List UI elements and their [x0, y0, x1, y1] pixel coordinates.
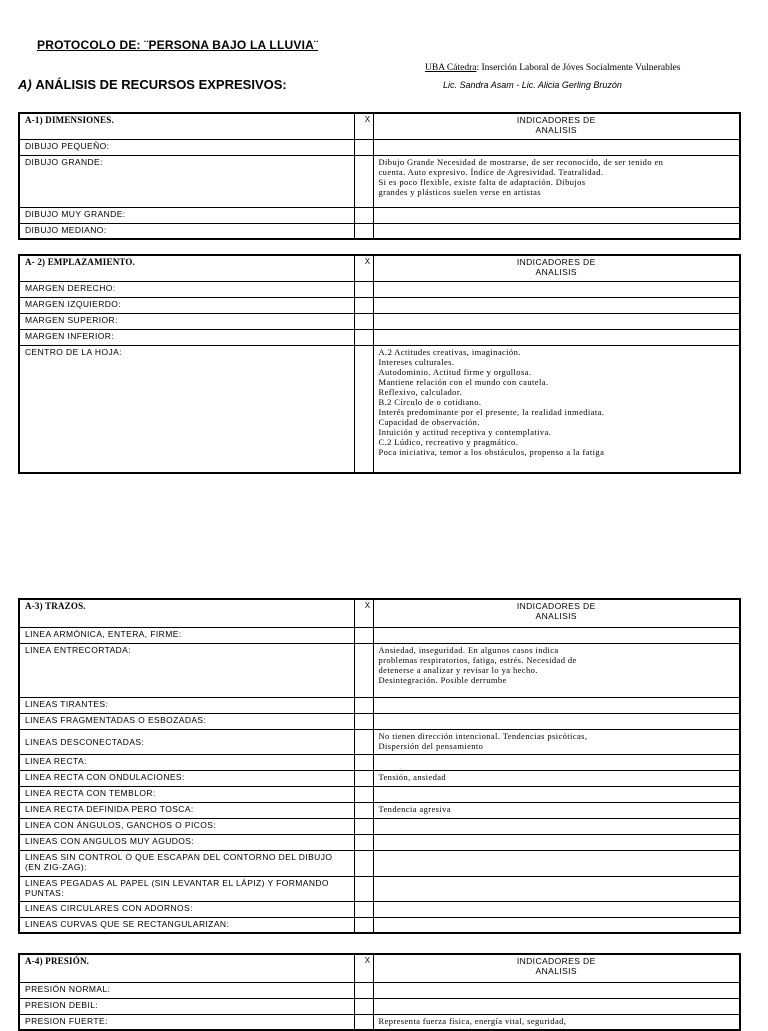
x-cell[interactable]	[354, 786, 373, 802]
indicator-cell	[373, 313, 740, 329]
x-cell[interactable]	[354, 139, 373, 155]
x-cell[interactable]	[354, 313, 373, 329]
indicator-cell	[373, 786, 740, 802]
x-cell[interactable]	[354, 998, 373, 1014]
indicator-cell	[373, 834, 740, 850]
x-cell[interactable]	[354, 697, 373, 713]
row-label: LINEA ARMÓNICA, ENTERA, FIRME:	[19, 627, 354, 643]
table-emplazamiento	[18, 254, 741, 474]
x-column-header: X	[354, 255, 373, 281]
x-column-header: X	[354, 954, 373, 982]
indicator-cell	[373, 207, 740, 223]
indicator-cell	[373, 754, 740, 770]
row-label: PRESION DEBIL:	[19, 998, 354, 1014]
row-label: LINEAS PEGADAS AL PAPEL (SIN LEVANTAR EL LÁPIZ) Y FORMANDO PUNTAS:	[19, 876, 354, 901]
row-label: PRESIÓN NORMAL:	[19, 982, 354, 998]
row-label: LINEA RECTA:	[19, 754, 354, 770]
x-cell[interactable]	[354, 850, 373, 876]
row-label: LINEAS SIN CONTROL O QUE ESCAPAN DEL CONTORNO DEL DIBUJO (EN ZIG-ZAG):	[19, 850, 354, 876]
indicator-cell	[373, 627, 740, 643]
x-cell[interactable]	[354, 345, 373, 473]
indicator-cell	[373, 850, 740, 876]
row-label: LINEAS FRAGMENTADAS O ESBOZADAS:	[19, 713, 354, 729]
indicator-cell	[373, 223, 740, 239]
document-title: PROTOCOLO DE: ¨PERSONA BAJO LA LLUVIA¨	[37, 38, 319, 52]
indicator-header: INDICADORES DE ANALISIS	[373, 599, 740, 627]
x-cell[interactable]	[354, 729, 373, 754]
row-label: LINEAS TIRANTES:	[19, 697, 354, 713]
indicator-cell: Tensión, ansiedad	[373, 770, 740, 786]
row-label: DIBUJO MUY GRANDE:	[19, 207, 354, 223]
x-cell[interactable]	[354, 297, 373, 313]
x-cell[interactable]	[354, 207, 373, 223]
indicator-header: INDICADORES DE ANALISIS	[373, 113, 740, 139]
x-cell[interactable]	[354, 834, 373, 850]
table-title: A-1) DIMENSIONES.	[19, 113, 354, 139]
indicator-cell	[373, 998, 740, 1014]
x-cell[interactable]	[354, 876, 373, 901]
table-title: A- 2) EMPLAZAMIENTO.	[19, 255, 354, 281]
indicator-cell	[373, 818, 740, 834]
authors: Lic. Sandra Asam - Lic. Alicia Gerling Bruzón	[443, 80, 622, 90]
x-cell[interactable]	[354, 627, 373, 643]
indicator-cell	[373, 713, 740, 729]
x-cell[interactable]	[354, 1014, 373, 1030]
indicator-cell	[373, 297, 740, 313]
row-label: PRESION FUERTE:	[19, 1014, 354, 1030]
row-label: MARGEN SUPERIOR:	[19, 313, 354, 329]
indicator-cell	[373, 901, 740, 917]
x-cell[interactable]	[354, 155, 373, 207]
x-cell[interactable]	[354, 770, 373, 786]
indicator-cell: Tendencia agresiva	[373, 802, 740, 818]
indicator-cell	[373, 982, 740, 998]
row-label: CENTRO DE LA HOJA:	[19, 345, 354, 473]
uba-text: : Inserción Laboral de Jóves Socialmente Vulnerables	[476, 63, 681, 73]
x-cell[interactable]	[354, 281, 373, 297]
section-title-text: ANÁLISIS DE RECURSOS EXPRESIVOS:	[35, 77, 287, 92]
x-column-header: X	[354, 599, 373, 627]
row-label: LINEAS DESCONECTADAS:	[19, 729, 354, 754]
indicator-cell	[373, 917, 740, 933]
uba-label: UBA Cátedra	[425, 63, 477, 73]
x-cell[interactable]	[354, 818, 373, 834]
x-cell[interactable]	[354, 754, 373, 770]
indicator-cell: No tienen dirección intencional. Tendencias psicóticas, Dispersión del pensamiento	[373, 729, 740, 754]
indicator-cell: Dibujo Grande Necesidad de mostrarse, de ser reconocido, de ser tenido en cuenta. Auto expresivo. Índice de Agresividad. Teatralidad. Si es poco flexible, existe falta de adaptación. Dibujos grandes y plásticos suelen verse en artistas	[373, 155, 740, 207]
indicator-cell	[373, 139, 740, 155]
indicator-cell	[373, 697, 740, 713]
row-label: MARGEN INFERIOR:	[19, 329, 354, 345]
indicator-cell	[373, 876, 740, 901]
table-title: A-3) TRAZOS.	[19, 599, 354, 627]
section-title	[18, 77, 287, 92]
row-label: LINEA RECTA CON TEMBLOR:	[19, 786, 354, 802]
row-label: LINEA ENTRECORTADA:	[19, 643, 354, 697]
indicator-cell: A.2 Actitudes creativas, imaginación. Intereses culturales. Autodominio. Actitud firme y orgullosa. Mantiene relación con el mundo con cautela. Reflexivo, calculador. B.2 Círculo de o cotidiano. Interés predominante por el presente, la realidad inmediata. Capacidad de observación. Intuición y actitud receptiva y contemplativa. C.2 Lúdico, recreativo y pragmático. Poca iniciativa, temor a los obstáculos, propenso a la fatiga	[373, 345, 740, 473]
x-cell[interactable]	[354, 713, 373, 729]
x-cell[interactable]	[354, 917, 373, 933]
indicator-cell: Ansiedad, inseguridad. En algunos casos indica problemas respiratorios, fatiga, estrés. Necesidad de detenerse a analizar y revisar lo ya hecho. Desintegración. Posible derrumbe	[373, 643, 740, 697]
indicator-header: INDICADORES DE ANALISIS	[373, 954, 740, 982]
row-label: MARGEN DERECHO:	[19, 281, 354, 297]
row-label: LINEAS CON ANGULOS MUY AGUDOS:	[19, 834, 354, 850]
table-trazos	[18, 598, 741, 934]
row-label: DIBUJO MEDIANO:	[19, 223, 354, 239]
indicator-cell	[373, 281, 740, 297]
row-label: LINEAS CIRCULARES CON ADORNOS:	[19, 901, 354, 917]
row-label: DIBUJO GRANDE:	[19, 155, 354, 207]
row-label: LINEA RECTA CON ONDULACIONES:	[19, 770, 354, 786]
indicator-cell: Representa fuerza física, energía vital, seguridad,	[373, 1014, 740, 1030]
indicator-header: INDICADORES DE ANALISIS	[373, 255, 740, 281]
table-presion	[18, 953, 741, 1031]
table-dimensiones	[18, 112, 741, 240]
x-column-header: X	[354, 113, 373, 139]
section-letter: A)	[18, 77, 32, 92]
row-label: LINEAS CURVAS QUE SE RECTANGULARIZAN:	[19, 917, 354, 933]
x-cell[interactable]	[354, 982, 373, 998]
row-label: LINEA RECTA DEFINIDA PERO TOSCA:	[19, 802, 354, 818]
x-cell[interactable]	[354, 329, 373, 345]
x-cell[interactable]	[354, 802, 373, 818]
table-title: A-4) PRESIÓN.	[19, 954, 354, 982]
row-label: DIBUJO PEQUEÑO:	[19, 139, 354, 155]
x-cell[interactable]	[354, 223, 373, 239]
x-cell[interactable]	[354, 643, 373, 697]
uba-catedra	[425, 63, 680, 73]
row-label: MARGEN IZQUIERDO:	[19, 297, 354, 313]
row-label: LINEA CON ÁNGULOS, GANCHOS O PICOS:	[19, 818, 354, 834]
x-cell[interactable]	[354, 901, 373, 917]
indicator-cell	[373, 329, 740, 345]
